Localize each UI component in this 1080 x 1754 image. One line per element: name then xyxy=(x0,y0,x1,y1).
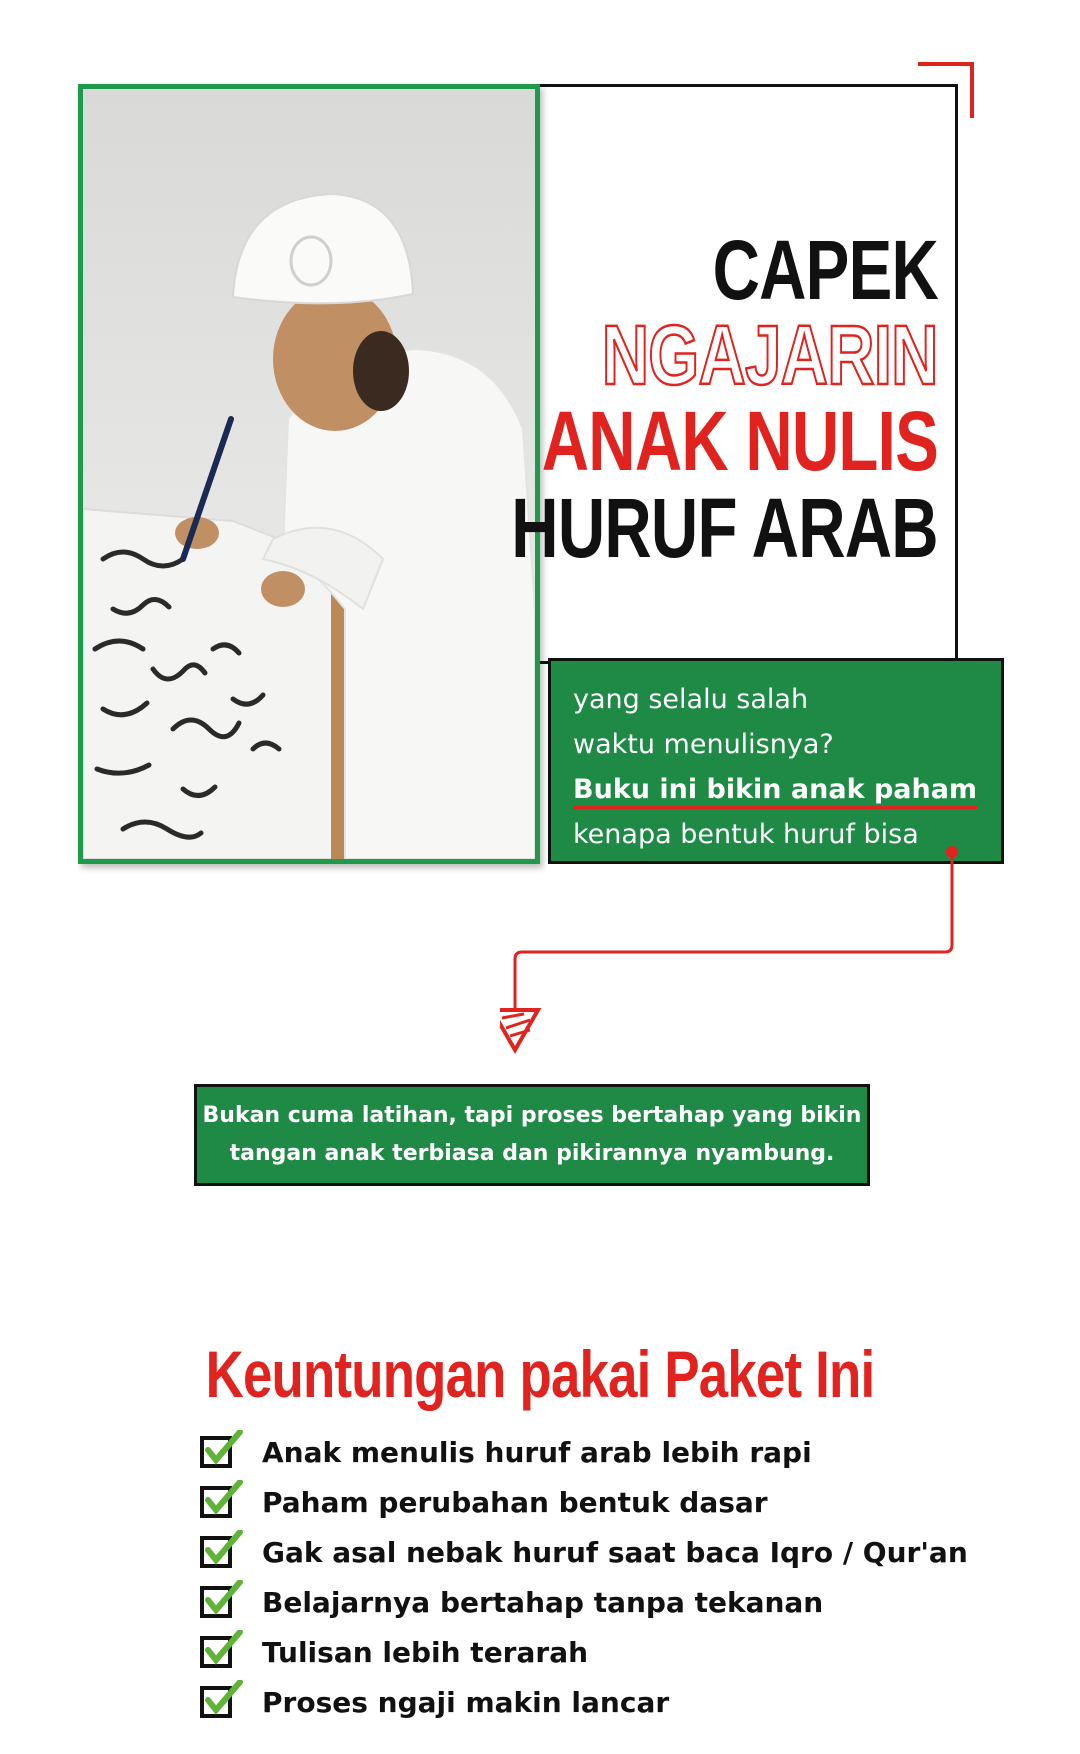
callout-box xyxy=(194,1084,870,1186)
child-writing-illustration xyxy=(83,89,535,859)
checkbox-check-icon xyxy=(200,1430,244,1470)
benefit-item xyxy=(200,1478,968,1528)
checkbox-check-icon xyxy=(200,1680,244,1720)
checkbox-check-icon xyxy=(200,1630,244,1670)
benefit-label: Anak menulis huruf arab lebih rapi xyxy=(262,1436,812,1469)
headline-line-3: ANAK NULIS xyxy=(541,394,938,488)
benefit-label: Belajarnya bertahap tanpa tekanan xyxy=(262,1586,824,1619)
checkbox-check-icon xyxy=(200,1480,244,1520)
description-line-1: yang selalu salah xyxy=(573,684,809,715)
benefit-label: Tulisan lebih terarah xyxy=(262,1636,589,1669)
benefit-item xyxy=(200,1428,968,1478)
checkbox-check-icon xyxy=(200,1580,244,1620)
connector-arrow xyxy=(500,840,970,1060)
benefit-item xyxy=(200,1628,968,1678)
description-line-3: Buku ini bikin anak paham xyxy=(573,774,978,805)
callout-line-1: Bukan cuma latihan, tapi proses bertahap yang bikin xyxy=(202,1103,862,1128)
headline-line-1: CAPEK xyxy=(712,223,938,317)
callout-line-2: tangan anak terbiasa dan pikirannya nyambung. xyxy=(229,1141,835,1166)
benefit-label: Gak asal nebak huruf saat baca Iqro / Qur'an xyxy=(262,1536,968,1569)
hero-photo xyxy=(78,84,540,864)
benefit-label: Paham perubahan bentuk dasar xyxy=(262,1486,768,1519)
benefit-item xyxy=(200,1678,968,1728)
description-line-2: waktu menulisnya? xyxy=(573,729,834,760)
description-box xyxy=(548,658,1004,895)
benefit-list xyxy=(200,1428,968,1728)
benefit-label: Proses ngaji makin lancar xyxy=(262,1686,670,1719)
corner-accent xyxy=(918,62,974,118)
headline-line-2: NGAJARIN xyxy=(602,308,938,402)
benefit-item xyxy=(200,1528,968,1578)
checkbox-check-icon xyxy=(200,1530,244,1570)
benefit-item xyxy=(200,1578,968,1628)
headline-line-4: HURUF ARAB xyxy=(511,481,938,575)
description-line-4: kenapa bentuk huruf bisa beda. xyxy=(573,819,919,895)
benefits-title: Keuntungan pakai Paket Ini xyxy=(205,1337,875,1411)
